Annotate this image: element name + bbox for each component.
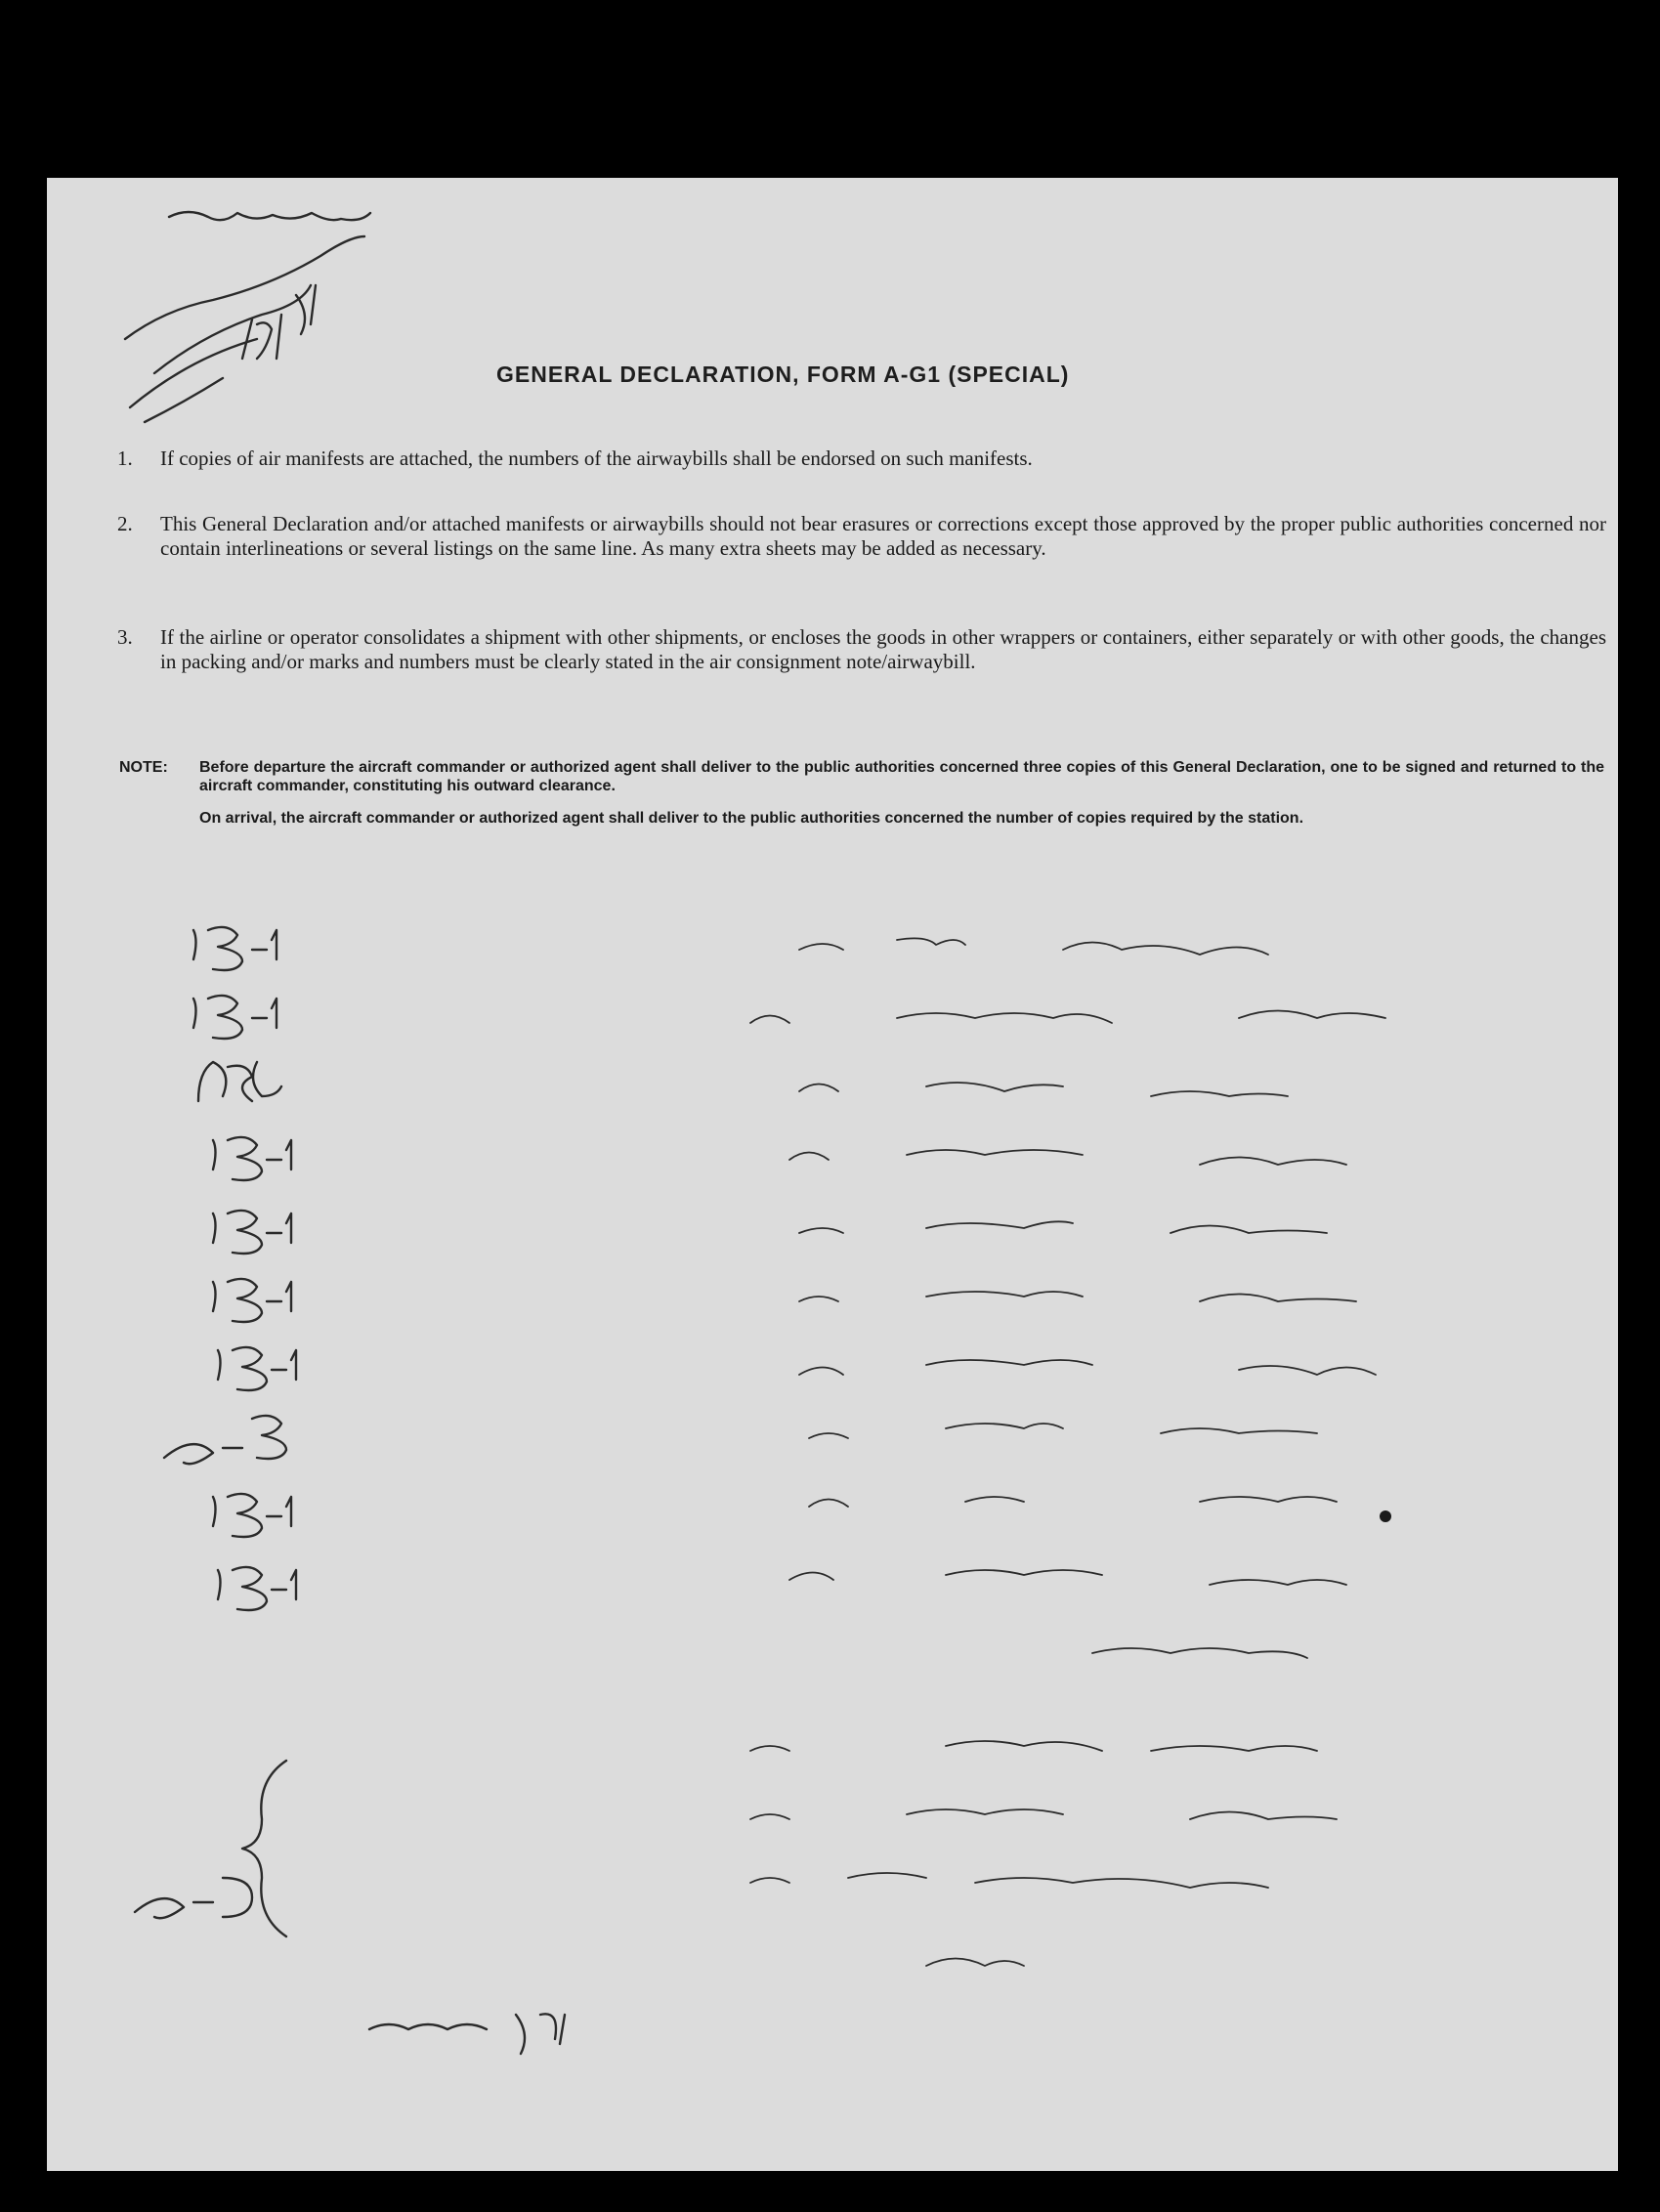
- signature-scribble: [125, 236, 364, 422]
- ink-dot: [1380, 1510, 1391, 1522]
- declaration-form-page: [47, 178, 1618, 2171]
- signature-scribble: [169, 212, 370, 220]
- instruction-text: If copies of air manifests are attached, the numbers of the airwaybills shall be endorsed on such manifests.: [160, 447, 1033, 470]
- date-scribble: [242, 285, 316, 359]
- note-paragraph: On arrival, the aircraft commander or authorized agent shall deliver to the public authorities concerned the number of copies required by the station.: [199, 810, 1304, 827]
- bottom-scribble: [369, 2014, 565, 2054]
- note-paragraph: Before departure the aircraft commander or authorized agent shall deliver to the public authorities concerned three copies of this General Declaration, one to be signed and returned to the aircraft commander, constituting his outward clearance.: [199, 759, 1604, 794]
- instruction-number: 3.: [117, 625, 133, 649]
- note-label: NOTE:: [119, 759, 168, 776]
- form-title: GENERAL DECLARATION, FORM A-G1 (SPECIAL): [496, 362, 1070, 387]
- status-annotations: [135, 927, 296, 1936]
- instruction-number: 2.: [117, 512, 133, 535]
- instruction-text: This General Declaration and/or attached manifests or airwaybills should not bear erasures or corrections except those approved by the proper public authorities concerned nor contain interlineations or several listings on the same line. As many extra sheets may be added as necessary.: [160, 512, 1606, 560]
- handwriting-layer: [47, 178, 1618, 2171]
- instruction-text: If the airline or operator consolidates a shipment with other shipments, or encloses the goods in other wrappers or containers, either separately or with other goods, the changes in packing and/or marks and numbers must be clearly stated in the air consignment note/airwaybill.: [160, 625, 1606, 673]
- instruction-number: 1.: [117, 447, 133, 470]
- handwritten-entries: [750, 938, 1385, 1966]
